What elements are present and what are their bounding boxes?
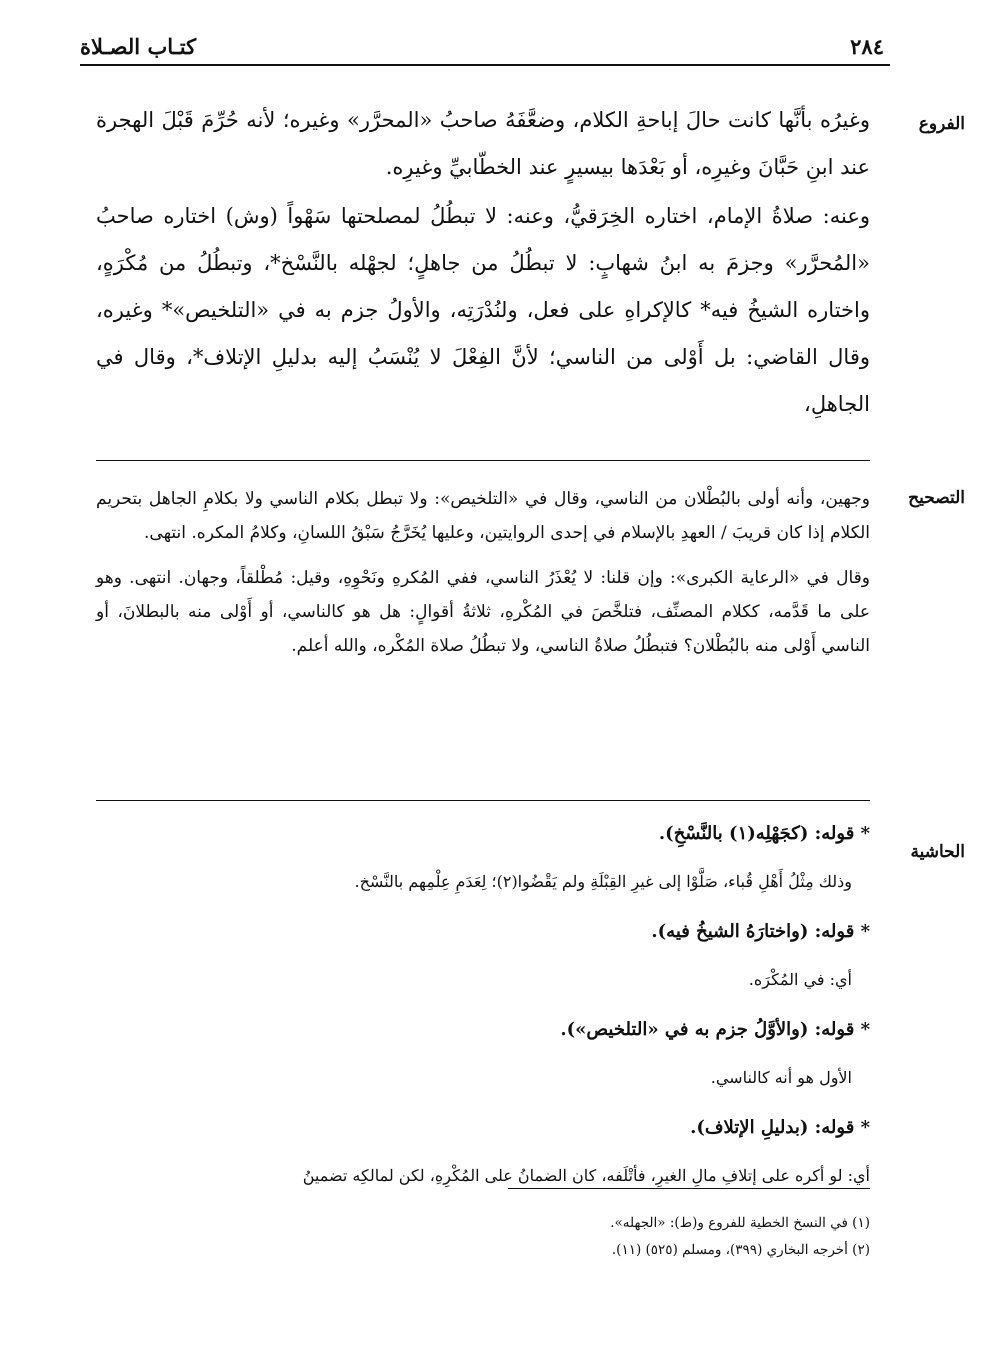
hashiya-comment-2: أي: في المُكْرَه. (748, 970, 852, 989)
footnote-1: (١) في النسخ الخطية للفروع و(ط): «الجهله». (610, 1215, 870, 1231)
hashiya-quote-2: * قوله: (واختارَهُ الشيخُ فيه). (651, 921, 870, 942)
tashih-paragraph-2: وقال في «الرعاية الكبرى»: وإن قلنا: لا يُعْذَرُ الناسي، ففي المُكرهِ ونَحْوِهِ، وقيل: مُطْلقاً، وجهان. انتهى. وهو على ما قَدَّمه، ككلام المصنِّف، فتلخَّصَ في المُكْرهِ، ثلاثةُ أقوالٍ: هل هو كالناسي، أو أَوْلى منه بالبطلانَ، أو الناسي أَوْلى منه بالبُطْلان؟ فتبطُلُ صلاةُ الناسي، ولا تبطُلُ صلاة المُكْره، والله أعلم. (96, 568, 870, 656)
running-header (80, 32, 890, 66)
hashiya-quote-1: * قوله: (كجَهْلِه(١) بالنَّسْخِ). (658, 823, 870, 844)
page-number: ٢٨٤ (850, 34, 884, 59)
furu-paragraph-2: وعنه: صلاةُ الإمام، اختاره الخِرَقيُّ، وعنه: لا تبطُلُ لمصلحتها سَهْواً (وش) اختاره صاحبُ «المُحرَّر» وجزمَ به ابنُ شهابٍ: لا تبطُلُ من جاهلٍ؛ لجهْله بالنَّسْخ*، وتبطُلُ من مُكْرَهٍ، واختاره الشيخُ فيه* كالإكراهِ على فعل، ولنُدْرَتِه، والأولُ جزم به في «التلخيص»* وغيره، وقال القاضي: بل أَوْلى من الناسي؛ لأنَّ الفِعْلَ لا يُنْسَبُ إليه بدليلِ الإتلاف*، وقال في الجاهلِ، (96, 204, 870, 416)
label-furu: الفروع (918, 114, 965, 134)
hashiya-comment-4: أي: لو أكره على إتلافِ مالِ الغيرِ، فأتْلَفه، كان الضمانُ على المُكْرِهِ، لكن لمالكِه تضمينُ (302, 1166, 870, 1185)
furu-section (96, 97, 870, 428)
footnotes (508, 1210, 870, 1264)
label-hashiya: الحاشية (910, 842, 965, 862)
label-tashih: التصحيح (908, 488, 965, 508)
section-divider-1 (96, 460, 870, 461)
furu-paragraph-1: وغيرُه بأنَّها كانت حالَ إباحةِ الكلام، وضعَّفَهُ صاحبُ «المحرَّر» وغيره؛ لأنه حُرِّمَ قَبْلَ الهجرة عند ابنِ حَبَّانَ وغيرِه، أو بَعْدَها بيسيرٍ عند الخطّابيِّ وغيرِه. (96, 108, 870, 179)
hashiya-comment-1: وذلك مِثْلُ أَهْلِ قُباء، صَلَّوْا إلى غيرِ القِبْلَةِ ولم يَقْضُوا(٢)؛ لِعَدَمِ عِلْمِهم بالنَّسْخ. (354, 872, 852, 891)
hashiya-comment-3: الأول هو أنه كالناسي. (710, 1068, 852, 1087)
book-title: كتـاب الصـلاة (80, 34, 197, 59)
hashiya-quote-4: * قوله: (بدليلِ الإتلاف). (690, 1117, 870, 1138)
tashih-section (96, 482, 870, 663)
tashih-paragraph-1: وجهين، وأنه أولى بالبُطْلان من الناسي، وقال في «التلخيص»: ولا تبطل بكلام الناسي ولا بكلامِ الجاهل بتحريم الكلام إذا كان قريبَ / العهدِ بالإسلام في إحدى الروايتين، وعليها يُخَرَّجُ سَبْقُ اللسانِ، وكلامُ المكره. انتهى. (96, 489, 870, 543)
hashiya-section (96, 820, 870, 1212)
footnote-divider (508, 1188, 870, 1189)
footnote-2: (٢) أخرجه البخاري (٣٩٩)، ومسلم (٥٢٥) (١١). (611, 1242, 870, 1258)
section-divider-2 (96, 800, 870, 801)
hashiya-quote-3: * قوله: (والأوَّلُ جزم به في «التلخيص»). (560, 1019, 870, 1040)
